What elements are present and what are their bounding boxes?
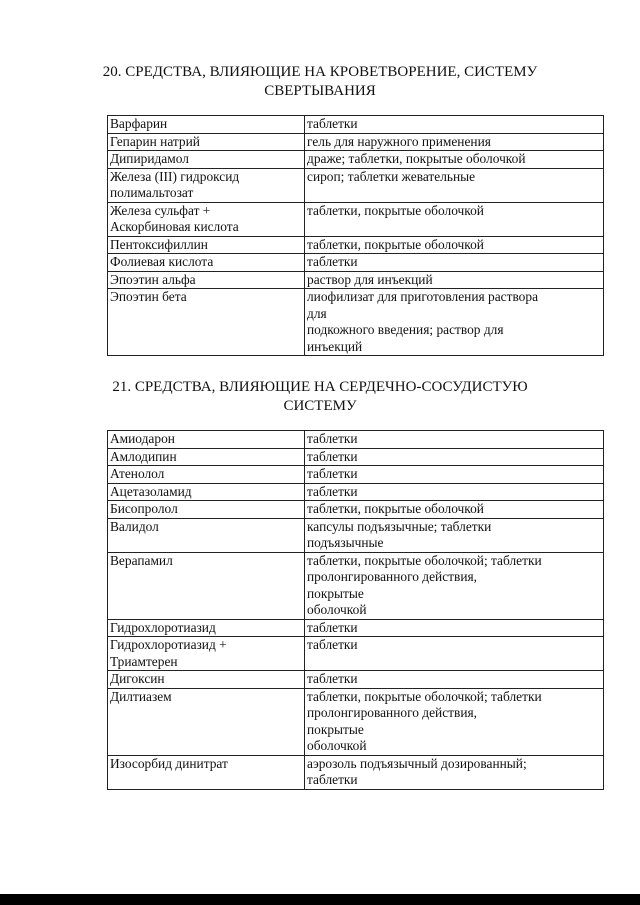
- table-row: [108, 168, 604, 202]
- drug-name: Амлодипин: [108, 448, 305, 466]
- dosage-form: таблетки: [305, 466, 604, 484]
- section-21-title-line2: СИСТЕМУ: [283, 398, 357, 414]
- dosage-form: таблетки: [305, 671, 604, 689]
- drug-name: Дипиридамол: [108, 151, 305, 169]
- drug-name: Верапамил: [108, 552, 305, 619]
- dosage-form: таблетки, покрытые оболочкой; таблетки пролонгированного действия, покрытые оболочкой: [305, 688, 604, 755]
- dosage-form: таблетки: [305, 431, 604, 449]
- dosage-form: лиофилизат для приготовления раствора для подкожного введения; раствор для инъекций: [305, 289, 604, 356]
- drug-name: Дилтиазем: [108, 688, 305, 755]
- dosage-form: таблетки: [305, 619, 604, 637]
- table-row: [108, 202, 604, 236]
- drug-name: Дигоксин: [108, 671, 305, 689]
- section-20-table: [107, 115, 604, 356]
- drug-name: Амиодарон: [108, 431, 305, 449]
- table-row: [108, 671, 604, 689]
- drug-name: Гидрохлоротиазид + Триамтерен: [108, 637, 305, 671]
- drug-name: Валидол: [108, 518, 305, 552]
- table-row: [108, 501, 604, 519]
- drug-name: Ацетазоламид: [108, 483, 305, 501]
- dosage-form: таблетки: [305, 637, 604, 671]
- table-row: [108, 236, 604, 254]
- dosage-form: аэрозоль подъязычный дозированный; таблетки: [305, 755, 604, 789]
- table-row: [108, 755, 604, 789]
- table-row: [108, 552, 604, 619]
- dosage-form: таблетки: [305, 448, 604, 466]
- dosage-form: таблетки, покрытые оболочкой; таблетки пролонгированного действия, покрытые оболочкой: [305, 552, 604, 619]
- section-20-heading: [0, 63, 640, 101]
- dosage-form: таблетки: [305, 116, 604, 134]
- drug-name: Изосорбид динитрат: [108, 755, 305, 789]
- table-row: [108, 688, 604, 755]
- scan-edge-bar: [0, 894, 640, 905]
- section-20-title-line2: СВЕРТЫВАНИЯ: [264, 83, 376, 99]
- drug-name: Эпоэтин бета: [108, 289, 305, 356]
- table-row: [108, 619, 604, 637]
- drug-name: Эпоэтин альфа: [108, 271, 305, 289]
- dosage-form: раствор для инъекций: [305, 271, 604, 289]
- table-row: [108, 151, 604, 169]
- table-row: [108, 518, 604, 552]
- drug-name: Варфарин: [108, 116, 305, 134]
- drug-name: Железа (III) гидроксид полимальтозат: [108, 168, 305, 202]
- section-20-title-line1: 20. СРЕДСТВА, ВЛИЯЮЩИЕ НА КРОВЕТВОРЕНИЕ, СИСТЕМУ: [102, 64, 538, 80]
- table-row: [108, 254, 604, 272]
- drug-name: Гидрохлоротиазид: [108, 619, 305, 637]
- drug-name: Гепарин натрий: [108, 133, 305, 151]
- drug-name: Атенолол: [108, 466, 305, 484]
- section-21-heading: [0, 378, 640, 416]
- table-row: [108, 271, 604, 289]
- table-row: [108, 289, 604, 356]
- dosage-form: таблетки, покрытые оболочкой: [305, 202, 604, 236]
- table-row: [108, 116, 604, 134]
- table-row: [108, 466, 604, 484]
- drug-name: Пентоксифиллин: [108, 236, 305, 254]
- table-row: [108, 637, 604, 671]
- dosage-form: сироп; таблетки жевательные: [305, 168, 604, 202]
- dosage-form: гель для наружного применения: [305, 133, 604, 151]
- dosage-form: таблетки: [305, 483, 604, 501]
- table-row: [108, 448, 604, 466]
- drug-name: Бисопролол: [108, 501, 305, 519]
- dosage-form: драже; таблетки, покрытые оболочкой: [305, 151, 604, 169]
- dosage-form: капсулы подъязычные; таблетки подъязычные: [305, 518, 604, 552]
- table-row: [108, 431, 604, 449]
- drug-name: Железа сульфат + Аскорбиновая кислота: [108, 202, 305, 236]
- dosage-form: таблетки: [305, 254, 604, 272]
- dosage-form: таблетки, покрытые оболочкой: [305, 236, 604, 254]
- table-row: [108, 133, 604, 151]
- section-21-table: [107, 430, 604, 790]
- dosage-form: таблетки, покрытые оболочкой: [305, 501, 604, 519]
- table-row: [108, 483, 604, 501]
- section-21-title-line1: 21. СРЕДСТВА, ВЛИЯЮЩИЕ НА СЕРДЕЧНО-СОСУДИСТУЮ: [112, 379, 528, 395]
- drug-name: Фолиевая кислота: [108, 254, 305, 272]
